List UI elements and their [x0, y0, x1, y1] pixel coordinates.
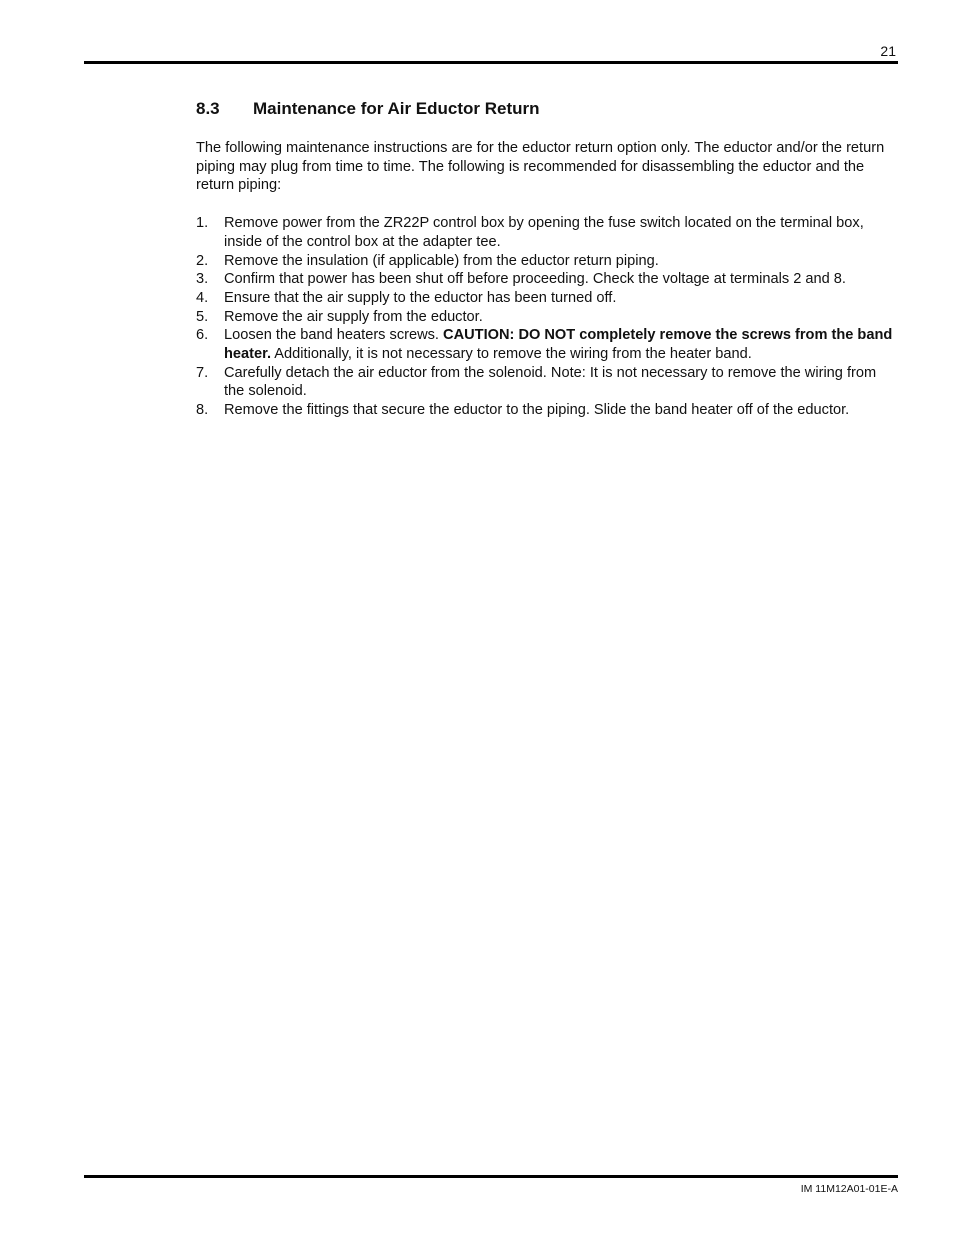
section-number: 8.3	[196, 99, 220, 118]
section-heading	[196, 98, 900, 120]
step-item	[196, 308, 900, 327]
step-text-after: Additionally, it is not necessary to remove the wiring from the heater band.	[271, 346, 752, 363]
step-number: 1.	[196, 215, 209, 232]
step-number: 5.	[196, 308, 209, 325]
step-number: 3.	[196, 271, 209, 288]
intro-paragraph: The following maintenance instructions are for the eductor return option only. The eductor and/or the return piping may plug from time to time. The following is recommended for disassembling the eductor and the return piping:	[196, 140, 885, 194]
step-text: Ensure that the air supply to the eductor has been turned off.	[224, 289, 617, 306]
step-text	[224, 326, 900, 363]
footer-rule	[84, 1175, 898, 1178]
step-number: 4.	[196, 289, 209, 306]
step-text: Remove power from the ZR22P control box by opening the fuse switch located on the terminal box, inside of the control box at the adapter tee.	[224, 215, 864, 250]
step-item	[196, 364, 900, 401]
step-text: Confirm that power has been shut off before proceeding. Check the voltage at terminals 2 and 8.	[224, 271, 846, 288]
step-item	[196, 326, 900, 363]
document-id: IM 11M12A01-01E-A	[800, 1183, 898, 1195]
caution-text: CAUTION: DO NOT completely remove the screws from the band heater.	[224, 327, 893, 363]
header-rule	[84, 61, 898, 64]
step-number: 6.	[196, 327, 209, 344]
step-item	[196, 270, 900, 289]
step-item	[196, 214, 900, 251]
step-number: 8.	[196, 402, 209, 419]
step-item	[196, 401, 900, 420]
step-text: Remove the air supply from the eductor.	[224, 308, 483, 325]
step-number: 2.	[196, 252, 209, 269]
section-title: Maintenance for Air Eductor Return	[253, 99, 540, 118]
step-text: Remove the insulation (if applicable) from the eductor return piping.	[224, 252, 659, 269]
page-content	[196, 98, 900, 420]
step-number: 7.	[196, 364, 209, 381]
step-item	[196, 289, 900, 308]
step-text: Carefully detach the air eductor from the solenoid. Note: It is not necessary to remove the wiring from the solenoid.	[224, 364, 877, 400]
procedure-steps	[196, 214, 900, 420]
page-number: 21	[880, 43, 896, 59]
step-item	[196, 252, 900, 271]
step-text: Remove the fittings that secure the eductor to the piping. Slide the band heater off of the eductor.	[224, 402, 850, 419]
step-text-before: Loosen the band heaters screws.	[224, 327, 444, 344]
